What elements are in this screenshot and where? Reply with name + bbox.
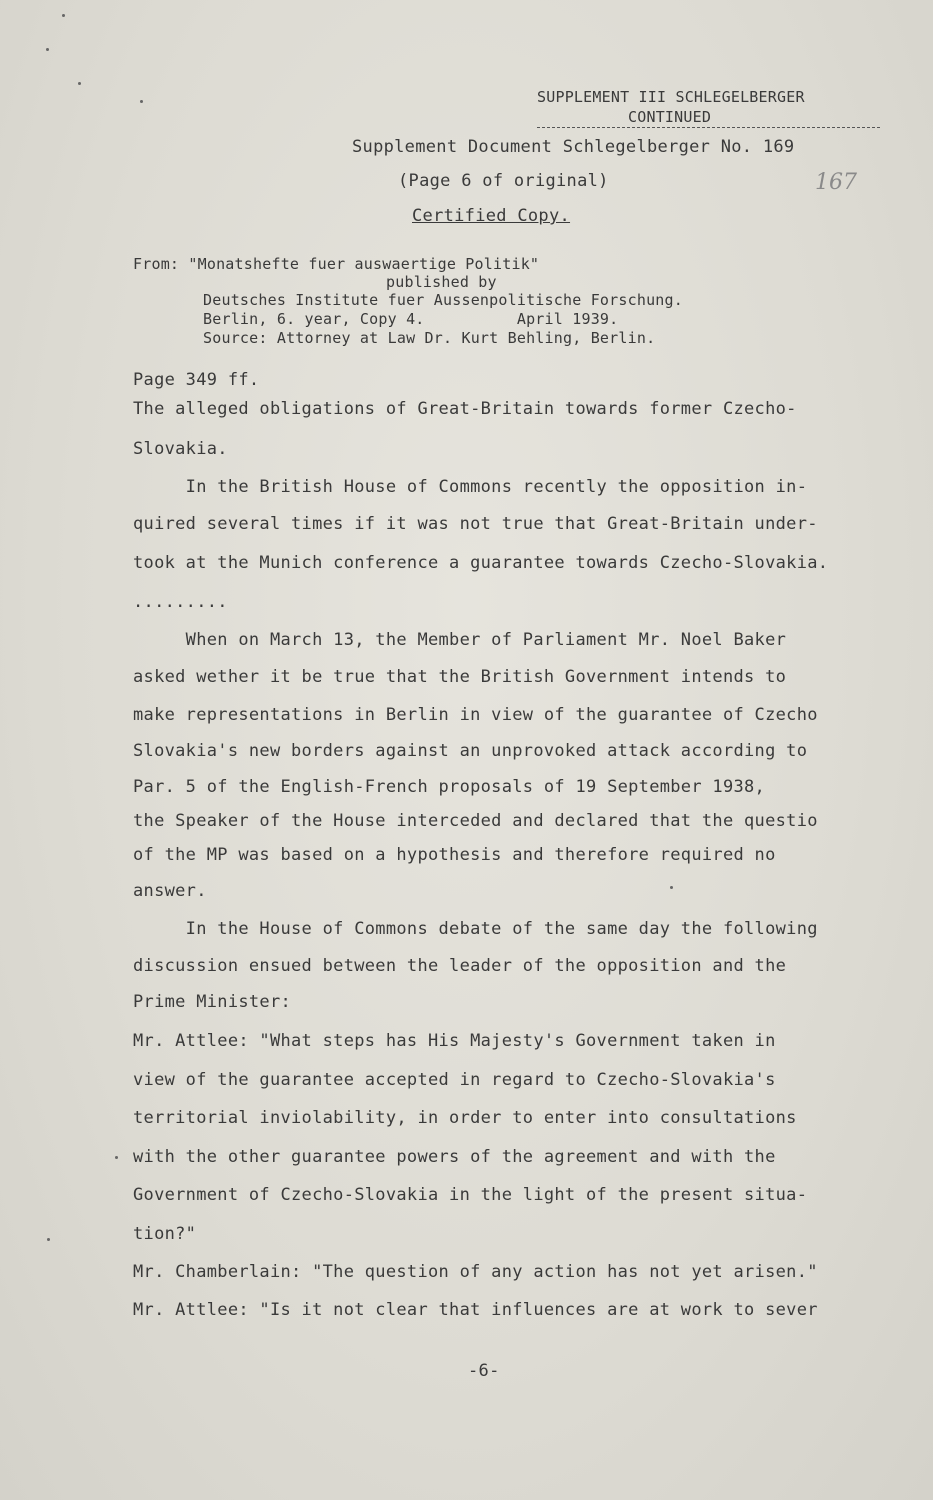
- paper-speck: [62, 14, 65, 17]
- body-line: In the British House of Commons recently the opposition in-: [133, 477, 808, 497]
- body-line: view of the guarantee accepted in regard to Czecho-Slovakia's: [133, 1070, 776, 1090]
- body-line: Slovakia's new borders against an unprovoked attack according to: [133, 741, 808, 761]
- body-line: answer.: [133, 881, 207, 901]
- page-reference: Page 349 ff.: [133, 370, 260, 390]
- body-line: Prime Minister:: [133, 992, 292, 1012]
- body-line: When on March 13, the Member of Parliament Mr. Noel Baker: [133, 630, 787, 650]
- paper-speck: [46, 48, 49, 51]
- body-line: took at the Munich conference a guarantee towards Czecho-Slovakia.: [133, 553, 829, 573]
- page-of-original: (Page 6 of original): [398, 171, 609, 191]
- body-line: make representations in Berlin in view of the guarantee of Czecho: [133, 705, 818, 725]
- body-line: territorial inviolability, in order to enter into consultations: [133, 1108, 797, 1128]
- body-line: Par. 5 of the English-French proposals of 19 September 1938,: [133, 777, 766, 797]
- paper-speck: [670, 886, 673, 889]
- published-by: published by: [386, 273, 497, 291]
- paper-speck: [78, 82, 81, 85]
- body-line: Mr. Chamberlain: "The question of any action has not yet arisen.": [133, 1262, 818, 1282]
- paper-speck: [115, 1156, 118, 1159]
- ellipsis-line: .........: [133, 592, 228, 612]
- handwritten-page-number: 167: [815, 170, 857, 195]
- institute-name: Deutsches Institute fuer Aussenpolitische Forschung.: [203, 291, 683, 309]
- article-title-line-2: Slovakia.: [133, 439, 228, 459]
- body-line: Mr. Attlee: "Is it not clear that influences are at work to sever: [133, 1300, 818, 1320]
- body-line: with the other guarantee powers of the agreement and with the: [133, 1147, 776, 1167]
- source-line: Source: Attorney at Law Dr. Kurt Behling, Berlin.: [203, 329, 656, 347]
- paper-speck: [47, 1238, 50, 1241]
- body-line: discussion ensued between the leader of the opposition and the: [133, 956, 787, 976]
- document-reference: Supplement Document Schlegelberger No. 169: [352, 137, 795, 157]
- paper-speck: [140, 100, 143, 103]
- body-line: the Speaker of the House interceded and declared that the questio: [133, 811, 818, 831]
- page-number: -6-: [468, 1361, 500, 1381]
- supplement-title: SUPPLEMENT III SCHLEGELBERGER: [537, 88, 805, 106]
- body-line: asked wether it be true that the British Government intends to: [133, 667, 787, 687]
- city-year-copy: Berlin, 6. year, Copy 4. April 1939.: [203, 310, 619, 328]
- body-line: tion?": [133, 1224, 197, 1244]
- continued-label: CONTINUED: [628, 108, 712, 126]
- body-line: Government of Czecho-Slovakia in the light of the present situa-: [133, 1185, 808, 1205]
- body-line: quired several times if it was not true that Great-Britain under-: [133, 514, 818, 534]
- from-line: From: "Monatshefte fuer auswaertige Politik": [133, 255, 540, 273]
- certified-copy-label: Certified Copy.: [412, 206, 571, 226]
- body-line: In the House of Commons debate of the same day the following: [133, 919, 818, 939]
- body-line: of the MP was based on a hypothesis and therefore required no: [133, 845, 776, 865]
- body-line: Mr. Attlee: "What steps has His Majesty's Government taken in: [133, 1031, 776, 1051]
- header-rule: [537, 127, 880, 128]
- article-title-line-1: The alleged obligations of Great-Britain towards former Czecho-: [133, 399, 797, 419]
